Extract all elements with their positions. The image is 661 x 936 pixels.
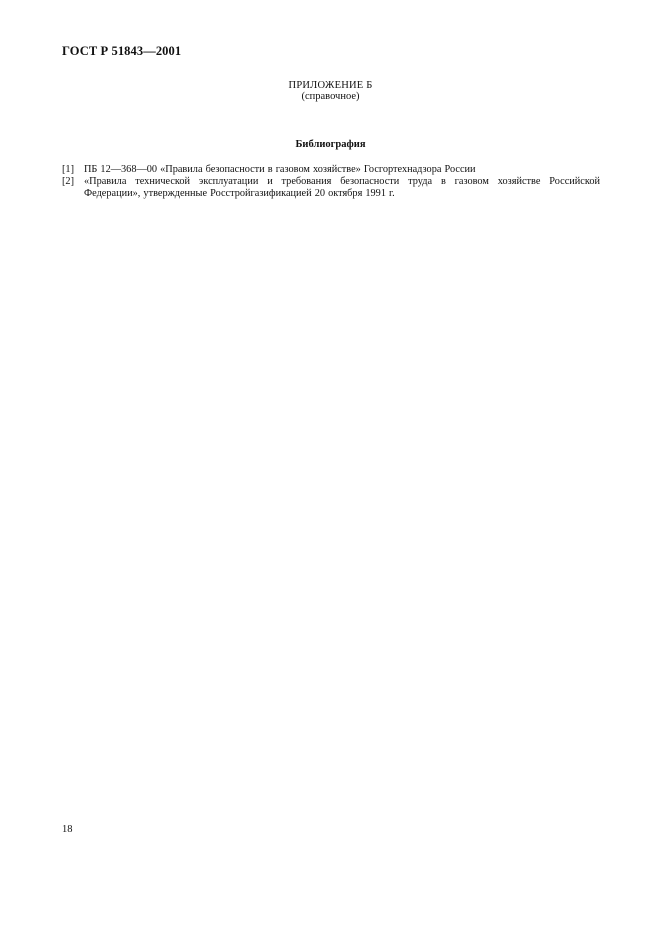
- appendix-title: ПРИЛОЖЕНИЕ Б: [288, 80, 373, 91]
- bibliography-item: [62, 164, 600, 176]
- bibliography-heading: Библиография: [295, 139, 366, 150]
- bibliography-item-text: ПБ 12—368—00 «Правила безопасности в газовом хозяйстве» Госгортехнадзора России: [84, 164, 476, 175]
- bibliography-item: [62, 176, 600, 200]
- appendix-header: [0, 80, 661, 103]
- bibliography-list: [62, 164, 600, 200]
- bibliography-item-number: [2]: [62, 176, 75, 187]
- bibliography-item-number: [1]: [62, 164, 75, 175]
- document-code: ГОСТ Р 51843—2001: [62, 44, 182, 58]
- bibliography-item-text: «Правила технической эксплуатации и требования безопасности труда в газовом хозяйстве Российской Федерации», утвержденные Росстройгазификацией 20 октября 1991 г.: [84, 176, 600, 199]
- appendix-note: (справочное): [301, 91, 360, 102]
- page-number: 18: [62, 824, 73, 835]
